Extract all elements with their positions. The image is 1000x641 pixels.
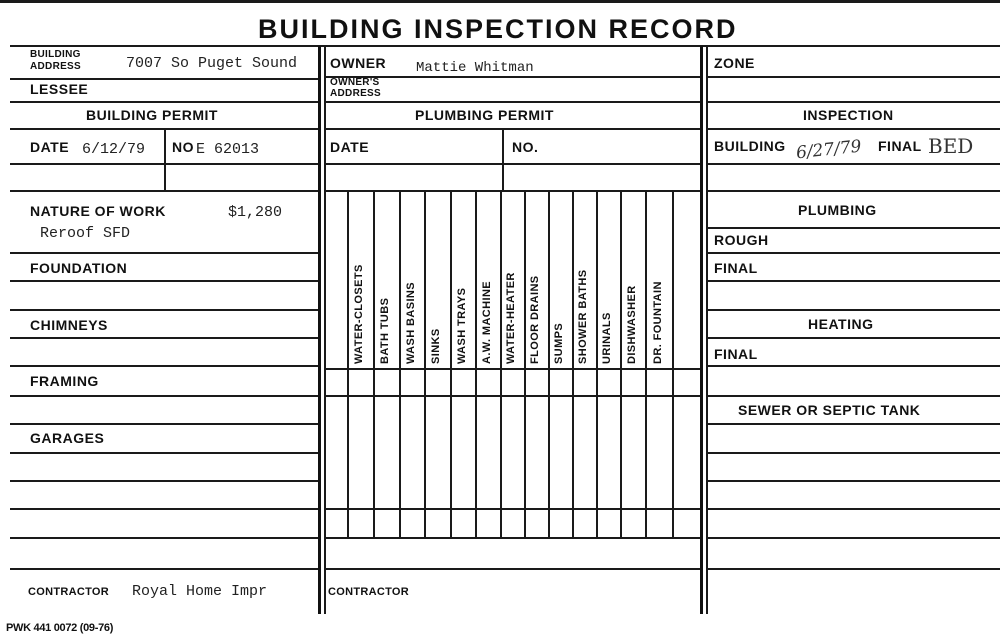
fixture-col-line — [645, 190, 647, 537]
middle-rule — [324, 190, 700, 192]
left-column-divider-inner — [324, 46, 326, 614]
owner-label: OWNER — [330, 55, 387, 71]
fixture-col-line — [548, 190, 550, 537]
middle-rule — [324, 368, 700, 370]
right-rule — [706, 309, 1000, 311]
fixture-col-line — [620, 190, 622, 537]
fixture-col-line — [475, 190, 477, 537]
left-rule — [10, 190, 318, 192]
left-rule — [10, 508, 318, 510]
fixture-col-line — [596, 190, 598, 537]
right-column-divider — [700, 46, 703, 614]
building-final-label: FINAL — [878, 138, 922, 154]
zone-label: ZONE — [714, 55, 755, 71]
building-address-label-2: ADDRESS — [30, 61, 81, 72]
form-number: PWK 441 0072 (09-76) — [6, 622, 114, 634]
fixture-wash-trays: WASH TRAYS — [456, 287, 468, 364]
right-rule — [706, 508, 1000, 510]
middle-rule — [324, 568, 700, 570]
left-rule — [10, 280, 318, 282]
right-rule — [706, 128, 1000, 130]
left-rule — [10, 480, 318, 482]
permit-no-divider — [164, 128, 166, 190]
fixture-shower-baths: SHOWER BATHS — [577, 269, 589, 364]
plumbing-permit-header: PLUMBING PERMIT — [415, 107, 554, 123]
plumbing-no-divider — [502, 128, 504, 190]
building-inspection-date: 6/27/79 — [795, 136, 863, 164]
heating-final-label: FINAL — [714, 346, 758, 362]
fixture-floor-drains: FLOOR DRAINS — [529, 275, 541, 364]
plumbing-date-label: DATE — [330, 139, 370, 155]
right-rule — [706, 395, 1000, 397]
right-rule — [706, 101, 1000, 103]
fixture-dishwasher: DISHWASHER — [626, 285, 638, 364]
owner-name: Mattie Whitman — [416, 60, 534, 76]
right-rule — [706, 452, 1000, 454]
building-inspection-label: BUILDING — [714, 138, 786, 154]
permit-date-label: DATE — [30, 139, 70, 155]
permit-no: E 62013 — [196, 141, 260, 158]
left-rule — [10, 452, 318, 454]
fixture-col-line — [672, 190, 674, 537]
left-rule — [10, 423, 318, 425]
fixture-col-line — [450, 190, 452, 537]
right-rule — [706, 252, 1000, 254]
valuation: $1,280 — [228, 204, 283, 221]
building-permit-header: BUILDING PERMIT — [86, 107, 218, 123]
left-rule — [10, 568, 318, 570]
right-rule — [706, 337, 1000, 339]
contractor: Royal Home Impr — [132, 583, 268, 600]
plumbing-final-label: FINAL — [714, 260, 758, 276]
building-final-value: BED — [928, 134, 974, 158]
heating-header: HEATING — [808, 316, 874, 332]
fixture-bath-tubs: BATH TUBS — [379, 297, 391, 364]
fixture-aw-machine: A.W. MACHINE — [481, 280, 493, 364]
fixture-col-line — [347, 190, 349, 537]
nature-of-work: Reroof SFD — [40, 225, 131, 242]
fixture-col-line — [524, 190, 526, 537]
fixture-water-heater: WATER-HEATER — [505, 272, 517, 364]
top-border — [0, 0, 1000, 3]
building-address-label-1: BUILDING — [30, 49, 81, 60]
left-rule — [10, 309, 318, 311]
middle-rule — [324, 76, 700, 78]
middle-rule — [324, 128, 700, 130]
fixture-water-closets: WATER-CLOSETS — [353, 264, 365, 364]
right-rule — [706, 163, 1000, 165]
middle-rule — [324, 395, 700, 397]
form-title: BUILDING INSPECTION RECORD — [258, 14, 738, 44]
sewer-header: SEWER OR SEPTIC TANK — [738, 402, 921, 418]
right-rule — [706, 280, 1000, 282]
left-rule — [10, 395, 318, 397]
fixture-dr-fountain: DR. FOUNTAIN — [652, 281, 664, 364]
plumbing-no-label: NO. — [512, 139, 539, 155]
left-rule — [10, 252, 318, 254]
fixture-sumps: SUMPS — [553, 322, 565, 364]
middle-rule — [324, 537, 700, 539]
right-rule — [706, 190, 1000, 192]
fixture-urinals: URINALS — [601, 312, 613, 364]
fixture-col-line — [500, 190, 502, 537]
right-rule — [706, 423, 1000, 425]
right-rule — [706, 76, 1000, 78]
title-rule — [10, 45, 1000, 47]
left-rule — [10, 365, 318, 367]
lessee-label: LESSEE — [30, 81, 89, 97]
middle-rule — [324, 508, 700, 510]
fixture-wash-basins: WASH BASINS — [405, 281, 417, 364]
right-column-divider-inner — [706, 46, 708, 614]
permit-no-label: NO — [172, 139, 194, 155]
middle-rule — [324, 163, 700, 165]
permit-date: 6/12/79 — [82, 141, 146, 158]
garages-label: GARAGES — [30, 430, 105, 446]
fixture-col-line — [424, 190, 426, 537]
inspection-header: INSPECTION — [803, 107, 894, 123]
plumbing-header: PLUMBING — [798, 202, 877, 218]
left-rule — [10, 101, 318, 103]
nature-of-work-label: NATURE OF WORK — [30, 203, 166, 219]
left-rule — [10, 537, 318, 539]
right-rule — [706, 365, 1000, 367]
right-rule — [706, 537, 1000, 539]
middle-rule — [324, 101, 700, 103]
fixture-col-line — [572, 190, 574, 537]
right-rule — [706, 568, 1000, 570]
chimneys-label: CHIMNEYS — [30, 317, 108, 333]
fixture-col-line — [399, 190, 401, 537]
left-rule — [10, 337, 318, 339]
fixture-sinks: SINKS — [430, 328, 442, 364]
framing-label: FRAMING — [30, 373, 99, 389]
fixture-col-line — [373, 190, 375, 537]
left-rule — [10, 78, 318, 80]
right-rule — [706, 227, 1000, 229]
contractor-label: CONTRACTOR — [28, 586, 110, 598]
building-address: 7007 So Puget Sound — [126, 55, 298, 72]
owners-address-label-1: OWNER'S — [330, 77, 380, 88]
right-rule — [706, 480, 1000, 482]
foundation-label: FOUNDATION — [30, 260, 128, 276]
rough-label: ROUGH — [714, 232, 769, 248]
left-column-divider — [318, 46, 321, 614]
plumbing-contractor-label: CONTRACTOR — [328, 586, 410, 598]
owners-address-label-2: ADDRESS — [330, 88, 381, 99]
